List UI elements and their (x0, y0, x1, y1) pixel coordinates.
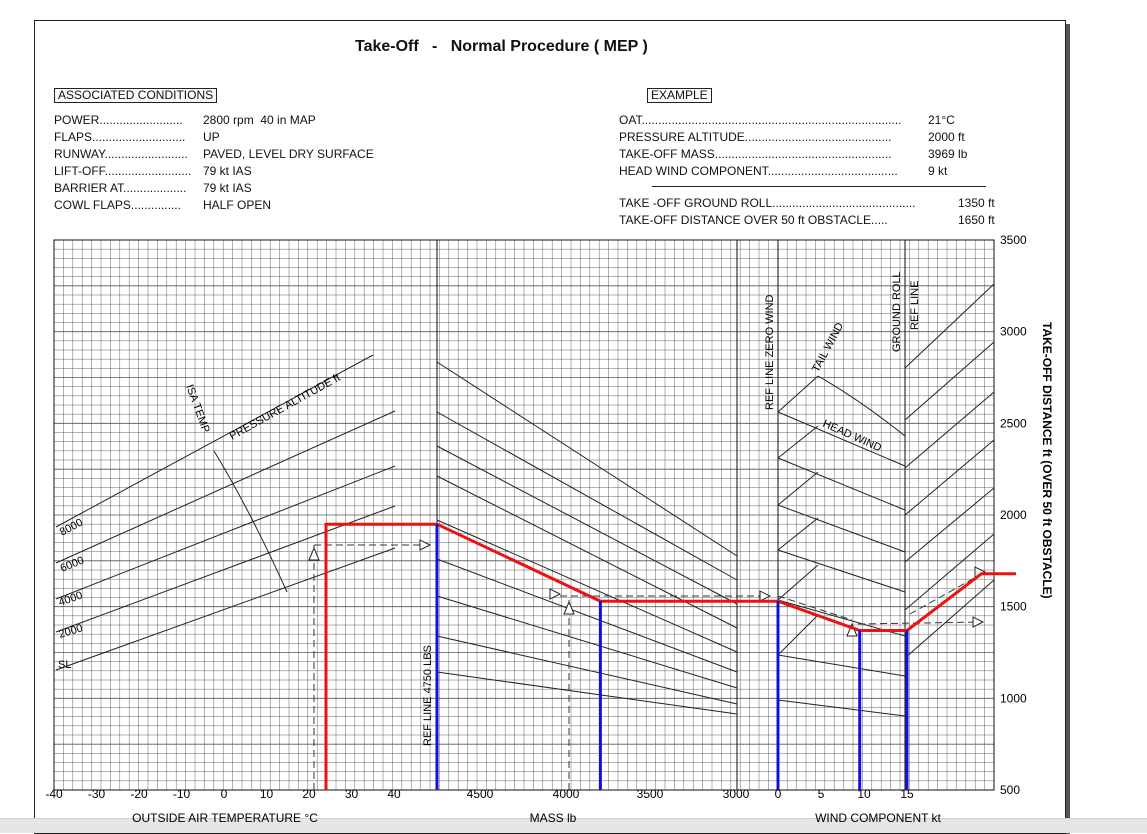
tail-wind-line (778, 615, 818, 655)
example-heading: EXAMPLE (647, 88, 712, 103)
example-value: 9 kt (928, 164, 948, 178)
chart-grid (54, 240, 994, 790)
pressure-altitude-line (56, 548, 395, 670)
tail-wind-label: TAIL WIND (810, 320, 847, 375)
pressure-altitude-value-label: 6000 (58, 554, 86, 575)
distance-tick-label: 500 (1000, 783, 1021, 797)
temperature-tick-label: 0 (220, 787, 228, 801)
mass-ref-line-label: REF LINE 4750 LBS (422, 645, 434, 746)
assoc-label: BARRIER AT................... (54, 181, 187, 195)
distance-tick-label: 1500 (1000, 599, 1027, 614)
temperature-tick-label: -30 (87, 787, 106, 801)
tail-wind-line (778, 472, 818, 505)
mass-guide-line (437, 596, 737, 688)
tail-wind-line (778, 518, 818, 550)
temperature-tick-label: 30 (344, 787, 359, 801)
isa-temp-curve (214, 451, 287, 592)
pressure-altitude-line (56, 411, 395, 563)
tail-wind-line (778, 376, 818, 412)
distance-tick-label: 1000 (1000, 691, 1027, 706)
distance-tick-label: 3500 (1000, 233, 1027, 247)
pressure-altitude-value-label: SL (58, 659, 72, 671)
distance-tick-label: 3000 (1000, 324, 1027, 339)
mass-guide-line (437, 476, 737, 628)
chart-title: Take-Off - Normal Procedure ( MEP ) (355, 38, 648, 55)
example-value: 3969 lb (928, 147, 968, 161)
wind-tick-label: 10 (857, 787, 871, 801)
head-wind-line (778, 505, 905, 552)
assoc-label: POWER......................... (54, 113, 183, 127)
mass-guide-line (437, 412, 737, 580)
pressure-altitude-value-label: 8000 (57, 516, 86, 539)
guide-arrow (420, 540, 430, 550)
assoc-label: COWL FLAPS............... (54, 198, 181, 212)
example-label: OAT.............................................................................. (619, 114, 902, 127)
assoc-value: 79 kt IAS (203, 164, 252, 178)
example-dashed-guide (858, 622, 983, 624)
temperature-tick-label: 40 (387, 787, 401, 801)
head-wind-line (778, 700, 905, 716)
example-label: HEAD WIND COMPONENT....................................... (619, 165, 898, 178)
pressure-altitude-value-label: 4000 (57, 589, 85, 609)
associated-conditions-heading: ASSOCIATED CONDITIONS (54, 88, 217, 103)
assoc-value: 79 kt IAS (203, 181, 252, 195)
distance-tick-label: 2500 (1000, 416, 1027, 431)
distance-tick-label: 2000 (1000, 508, 1027, 522)
mass-tick-label: 3000 (722, 787, 750, 801)
mass-guide-line (437, 362, 737, 556)
pressure-altitude-label: PRESSURE ALTITUDE ft (227, 371, 343, 443)
example-guide-lines (309, 540, 985, 790)
mass-guide-line (437, 520, 737, 652)
distance-axis-label: TAKE-OFF DISTANCE ft (OVER 50 ft OBSTACLE) (1040, 322, 1054, 599)
result-ref-line-label: REF LINE (909, 280, 921, 330)
chart-labels (45, 233, 1054, 825)
example-value: 2000 ft (928, 130, 965, 144)
temperature-axis-label: OUTSIDE AIR TEMPERATURE °C (132, 811, 318, 825)
example-result-label: TAKE -OFF GROUND ROLL........................................... (619, 197, 916, 210)
chart-curves (56, 284, 994, 716)
guide-arrow (973, 617, 983, 627)
mass-tick-label: 3500 (636, 787, 664, 801)
example-dashed-guide (778, 596, 852, 620)
temperature-tick-label: -10 (172, 787, 191, 801)
temperature-tick-label: -40 (45, 787, 63, 801)
head-wind-line (778, 655, 905, 676)
wind-axis-label: WIND COMPONENT kt (815, 811, 941, 825)
example-result-value: 1350 ft (958, 196, 995, 210)
mass-guide-line (437, 559, 737, 672)
temperature-tick-label: 20 (302, 787, 316, 801)
head-wind-label: HEAD WIND (820, 417, 884, 455)
ground-roll-line (905, 392, 994, 468)
assoc-label: FLAPS............................ (54, 130, 186, 144)
head-wind-line (778, 412, 905, 466)
isa-temp-label: ISA TEMP (183, 382, 212, 435)
example-result-value: 1650 ft (958, 213, 995, 227)
guide-arrow (564, 602, 574, 614)
ground-roll-line (905, 488, 994, 562)
assoc-label: LIFT-OFF.......................... (54, 164, 192, 178)
ground-roll-line (905, 440, 994, 515)
mass-tick-label: 4500 (466, 787, 494, 801)
assoc-value: HALF OPEN (203, 198, 272, 212)
temperature-tick-label: 10 (259, 787, 274, 801)
ground-roll-label: GROUND ROLL (891, 271, 903, 352)
assoc-value: 2800 rpm 40 in MAP (203, 113, 316, 127)
temperature-tick-label: -20 (130, 787, 148, 801)
mass-guide-line (437, 446, 737, 604)
wind-tick-label: 15 (900, 787, 914, 801)
guide-arrow (309, 548, 319, 560)
tail-wind-line (778, 426, 818, 458)
pressure-altitude-value-label: 2000 (57, 622, 85, 641)
mass-guide-line (437, 636, 737, 704)
assoc-value: UP (203, 130, 220, 144)
example-result-label: TAKE-OFF DISTANCE OVER 50 ft OBSTACLE..... (619, 214, 888, 227)
mass-tick-label: 4000 (552, 787, 580, 801)
ground-roll-line (905, 342, 994, 420)
assoc-value: PAVED, LEVEL DRY SURFACE (203, 147, 374, 161)
example-label: PRESSURE ALTITUDE............................................ (619, 131, 892, 144)
head-wind-line (778, 458, 905, 510)
head-wind-line (778, 550, 905, 592)
example-value: 21°C (928, 113, 955, 127)
wind-tick-label: 0 (774, 787, 782, 801)
example-label: TAKE-OFF MASS..................................................... (619, 148, 892, 161)
wind-ref-line-label: REF LINE ZERO WIND (764, 294, 776, 410)
assoc-label: RUNWAY......................... (54, 147, 188, 161)
tail-wind-line (778, 565, 818, 600)
wind-tick-label: 5 (817, 787, 825, 801)
mass-axis-label: MASS lb (529, 811, 577, 825)
